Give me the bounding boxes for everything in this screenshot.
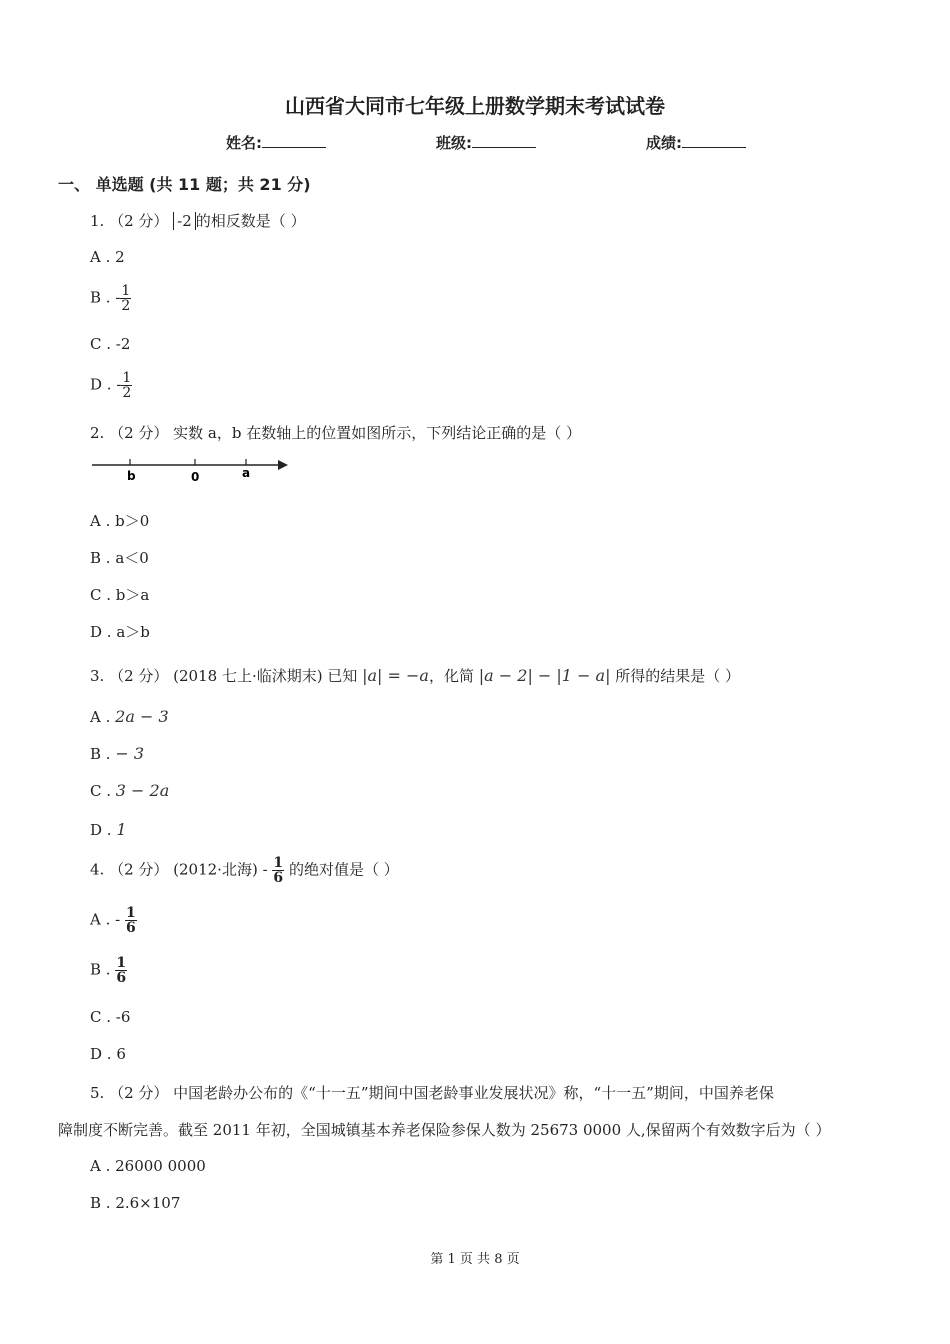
- question-4-prefix: 4. （2 分） (2012·北海) -: [90, 860, 273, 879]
- question-2-stem: 2. （2 分） 实数 a，b 在数轴上的位置如图所示，下列结论正确的是（ ）: [90, 424, 582, 442]
- page-footer: 第 1 页 共 8 页: [430, 1252, 520, 1267]
- label-a: a: [242, 466, 251, 480]
- option-label: C .: [90, 782, 116, 800]
- label-b: b: [127, 469, 136, 483]
- q3-option-b[interactable]: [90, 744, 144, 763]
- question-5-stem-line2: 障制度不断完善。截至 2011 年初，全国城镇基本养老保险参保人数为 25673 0000 人,保留两个有效数字后为（ ）: [58, 1121, 831, 1139]
- simplify-expr: |a − 2| − |1 − a|: [478, 666, 611, 685]
- question-3-middle: ，化简: [428, 667, 479, 685]
- option-value: 2a − 3: [115, 707, 169, 726]
- name-label: 姓名:: [226, 134, 262, 152]
- q1-option-b[interactable]: [90, 284, 131, 313]
- option-label: A .: [90, 708, 116, 726]
- abs-value-expr: -2: [173, 212, 196, 230]
- q4-option-c[interactable]: C . -6: [90, 1008, 131, 1026]
- numerator: 1: [121, 283, 131, 299]
- number-line-figure: [90, 454, 295, 484]
- option-value: 3 − 2a: [115, 781, 170, 800]
- numerator: 1: [125, 905, 136, 921]
- fraction: [125, 906, 137, 935]
- q1-option-d[interactable]: [90, 371, 132, 400]
- page-title: 山西省大同市七年级上册数学期末考试试卷: [285, 94, 665, 118]
- q2-option-a[interactable]: A . b＞0: [90, 512, 150, 530]
- option-label: D .: [90, 821, 117, 839]
- question-4-stem: [90, 856, 399, 885]
- numerator: 1: [122, 370, 132, 386]
- option-value: 1: [116, 820, 127, 839]
- arrow-head-icon: [278, 460, 288, 470]
- q5-option-b[interactable]: B . 2.6×107: [90, 1194, 181, 1212]
- numerator: 1: [116, 955, 127, 971]
- denominator: 2: [122, 385, 132, 401]
- fraction: [272, 856, 284, 885]
- class-field: [436, 132, 536, 153]
- class-blank: [472, 135, 536, 148]
- fraction: [115, 956, 127, 985]
- q2-option-b[interactable]: B . a＜0: [90, 549, 149, 567]
- option-label: B . -: [90, 288, 121, 307]
- option-label: D . -: [90, 375, 122, 394]
- question-1-prefix: 1. （2 分）: [90, 212, 174, 230]
- class-label: 班级:: [436, 134, 472, 152]
- name-field: [226, 132, 326, 153]
- question-1-stem: [90, 210, 306, 231]
- option-label: A . -: [90, 910, 125, 929]
- q1-option-a[interactable]: A . 2: [90, 248, 125, 266]
- q1-option-c[interactable]: C . -2: [90, 335, 131, 353]
- q4-option-b[interactable]: [90, 956, 127, 985]
- option-label: B .: [90, 960, 116, 979]
- option-value: − 3: [115, 744, 144, 763]
- denominator: 6: [273, 870, 284, 886]
- q4-option-a[interactable]: [90, 906, 137, 935]
- question-4-suffix: 的绝对值是（ ）: [284, 860, 399, 879]
- fraction: [121, 371, 132, 400]
- denominator: 6: [125, 920, 136, 936]
- question-3-prefix: 3. （2 分） (2018 七上·临沭期末) 已知: [90, 667, 363, 685]
- score-blank: [682, 135, 746, 148]
- denominator: 2: [121, 298, 131, 314]
- q2-option-d[interactable]: D . a＞b: [90, 623, 150, 641]
- denominator: 6: [116, 970, 127, 986]
- q3-option-a[interactable]: [90, 707, 169, 726]
- fraction: [120, 284, 131, 313]
- option-label: B .: [90, 745, 116, 763]
- q4-option-d[interactable]: D . 6: [90, 1045, 126, 1063]
- q2-option-c[interactable]: C . b＞a: [90, 586, 150, 604]
- name-blank: [262, 135, 326, 148]
- q3-option-d[interactable]: [90, 820, 127, 839]
- label-0: 0: [191, 470, 200, 484]
- numerator: 1: [273, 855, 284, 871]
- condition-expr: |a| = −a: [362, 666, 429, 685]
- question-1-suffix: 的相反数是（ ）: [195, 212, 306, 230]
- question-3-stem: [90, 665, 740, 686]
- score-field: [646, 132, 746, 153]
- score-label: 成绩:: [646, 134, 682, 152]
- question-3-suffix: 所得的结果是（ ）: [610, 667, 741, 685]
- section-heading: 一、 单选题 (共 11 题；共 21 分): [58, 175, 311, 194]
- q5-option-a[interactable]: A . 26000 0000: [90, 1157, 206, 1175]
- q3-option-c[interactable]: [90, 781, 169, 800]
- question-5-stem-line1: 5. （2 分） 中国老龄办公布的《“十一五”期间中国老龄事业发展状况》称，“十一五”期间，中国养老保: [90, 1084, 774, 1102]
